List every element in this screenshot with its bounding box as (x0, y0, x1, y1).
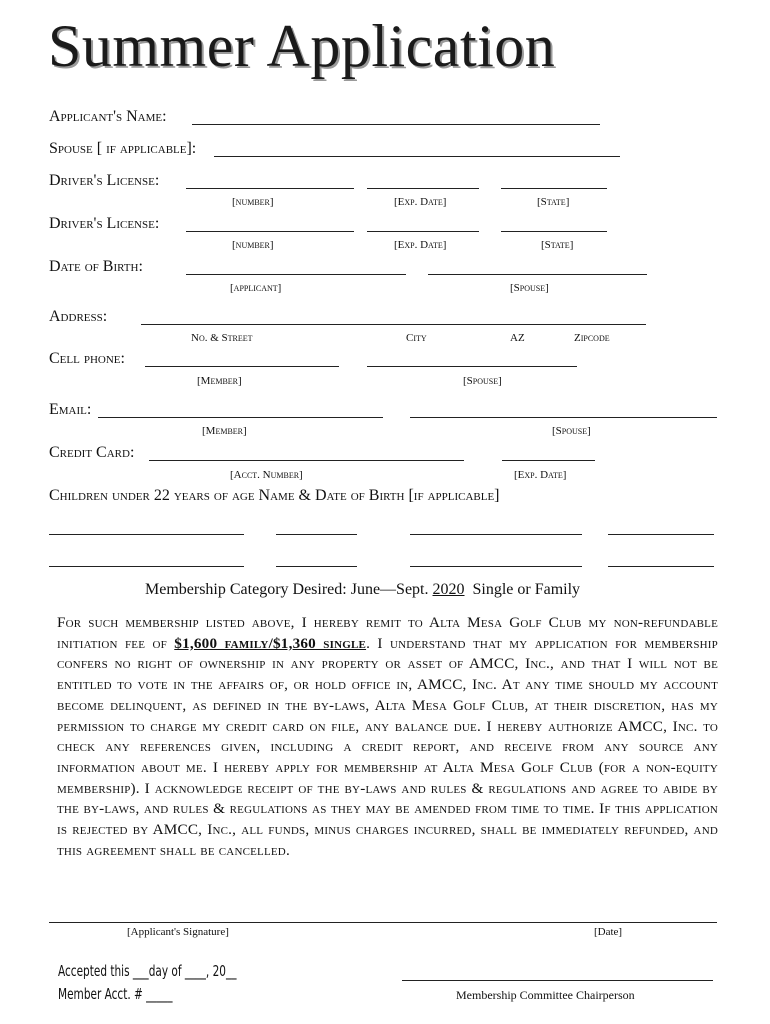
email-spouse-caption: [Spouse] (552, 425, 591, 437)
agreement-paragraph (57, 613, 718, 861)
dob-applicant-field[interactable] (186, 274, 406, 275)
drivers-license-label-1: Driver's License: (49, 172, 160, 189)
membership-type: Single or Family (472, 581, 581, 598)
accepted-line: Accepted this ___day of ____, 20__ (58, 962, 237, 980)
dob-applicant-caption: [applicant] (230, 282, 282, 294)
dl2-number-caption: [number] (232, 239, 274, 251)
dl1-number-field[interactable] (186, 188, 354, 189)
initiation-fee: $1,600 family/$1,360 single (174, 634, 367, 652)
dl1-exp-caption: [Exp. Date] (394, 196, 447, 208)
dl2-exp-caption: [Exp. Date] (394, 239, 447, 251)
email-spouse-field[interactable] (410, 417, 717, 418)
dl2-state-field[interactable] (501, 231, 607, 232)
dl1-state-caption: [State] (537, 196, 570, 208)
dl1-state-field[interactable] (501, 188, 607, 189)
dl1-exp-field[interactable] (367, 188, 479, 189)
email-member-caption: [Member] (202, 425, 247, 437)
membership-heading-text: Membership Category Desired: June—Sept. (145, 581, 429, 598)
dl2-state-caption: [State] (541, 239, 574, 251)
dob-spouse-caption: [Spouse] (510, 282, 549, 294)
cc-number-field[interactable] (149, 460, 464, 461)
chairperson-signature-line[interactable] (402, 980, 713, 981)
cc-acct-caption: [Acct. Number] (230, 469, 303, 481)
signature-line[interactable] (49, 922, 717, 923)
address-field[interactable] (141, 324, 646, 325)
child2-dob-field[interactable] (608, 534, 714, 535)
chairperson-caption: Membership Committee Chairperson (456, 988, 635, 1002)
applicant-name-label: Applicant's Name: (49, 108, 167, 125)
child1-dob-field[interactable] (276, 534, 357, 535)
child2-name-field[interactable] (410, 534, 582, 535)
dob-spouse-field[interactable] (428, 274, 647, 275)
signature-caption: [Applicant's Signature] (127, 926, 229, 938)
child1-name-field[interactable] (49, 534, 244, 535)
address-city-caption: City (406, 332, 427, 344)
cc-exp-caption: [Exp. Date] (514, 469, 567, 481)
credit-card-label: Credit Card: (49, 444, 135, 461)
date-caption: [Date] (594, 926, 623, 938)
member-acct-line: Member Acct. # _____ (58, 985, 173, 1003)
agreement-text-1: For such membership listed above, I hereby remit to Alta Mesa Golf Club my non-refundable initiation fee of (57, 614, 718, 652)
spouse-field[interactable] (214, 156, 620, 157)
cell-phone-label: Cell phone: (49, 350, 125, 367)
applicant-name-field[interactable] (192, 124, 600, 125)
child4-dob-field[interactable] (608, 566, 714, 567)
email-member-field[interactable] (98, 417, 383, 418)
cell-member-caption: [Member] (197, 375, 242, 387)
children-label: Children under 22 years of age Name & Date of Birth [if applicable] (49, 487, 500, 504)
cell-spouse-field[interactable] (367, 366, 577, 367)
address-label: Address: (49, 308, 108, 325)
cell-spouse-caption: [Spouse] (463, 375, 502, 387)
address-zip-caption: Zipcode (574, 332, 610, 344)
dob-label: Date of Birth: (49, 258, 143, 275)
spouse-label: Spouse [ if applicable]: (49, 140, 197, 157)
dl2-number-field[interactable] (186, 231, 354, 232)
child4-name-field[interactable] (410, 566, 582, 567)
agreement-text-2: . I understand that my application for membership confers no right of ownership in any property or asset of AMCC, Inc., and that I will not be entitled to vote in the affairs of, or hold office in, AMCC, Inc. At any time should my account become delinquent, as defined in the by-laws, Alta Mesa Golf Club, at their discretion, has my permission to charge my credit card on file, any balance due. I hereby authorize AMCC, Inc. to check any references given, including a credit report, and receive from any source any information about me. I hereby apply for membership at Alta Mesa Golf Club (for a non-equity membership). I acknowledge receipt of the by-laws and rules & regulations and agree to abide by the by-laws, and rules & regulations as they may be amended from time to time. If this application is rejected by AMCC, Inc., all funds, minus charges incurred, shall be immediately refunded, and this agreement shall be cancelled. (57, 634, 718, 859)
membership-heading (145, 581, 580, 599)
address-street-caption: No. & Street (191, 332, 253, 344)
address-state-caption: AZ (510, 332, 525, 344)
cell-member-field[interactable] (145, 366, 339, 367)
dl1-number-caption: [number] (232, 196, 274, 208)
child3-dob-field[interactable] (276, 566, 357, 567)
dl2-exp-field[interactable] (367, 231, 479, 232)
child3-name-field[interactable] (49, 566, 244, 567)
membership-year: 2020 (432, 581, 465, 598)
email-label: Email: (49, 401, 92, 418)
drivers-license-label-2: Driver's License: (49, 215, 160, 232)
page-title: Summer Application (48, 13, 556, 79)
cc-exp-field[interactable] (502, 460, 595, 461)
